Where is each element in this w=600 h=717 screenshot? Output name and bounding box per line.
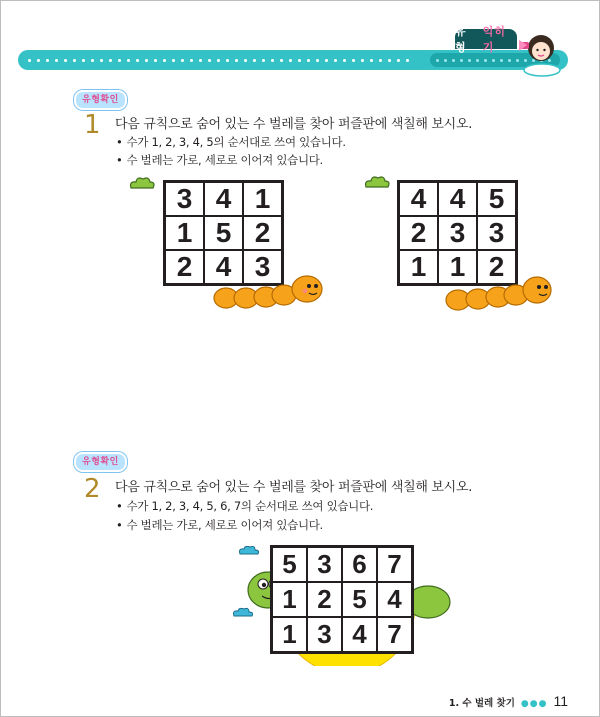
puzzle-cell[interactable]: 7 — [377, 547, 412, 582]
footer-dots: ●●● — [520, 699, 548, 709]
puzzle-cell[interactable]: 3 — [243, 250, 282, 284]
puzzle-cell[interactable]: 3 — [165, 182, 204, 216]
section-badge — [455, 25, 517, 54]
puzzle-cell[interactable]: 2 — [477, 250, 516, 284]
puzzle-1b-grid — [397, 180, 518, 286]
puzzle-cell[interactable]: 1 — [272, 582, 307, 617]
band-dots — [24, 50, 448, 70]
puzzle-cell[interactable]: 6 — [342, 547, 377, 582]
puzzle-cell[interactable]: 4 — [377, 582, 412, 617]
puzzle-cell[interactable]: 2 — [307, 582, 342, 617]
problem-2-tag: 유형확인 — [74, 452, 127, 472]
puzzle-cell[interactable]: 3 — [307, 547, 342, 582]
puzzle-cell[interactable]: 4 — [204, 250, 243, 284]
puzzle-cell[interactable]: 1 — [243, 182, 282, 216]
problem-1-rule-2: • 수 벌레는 가로, 세로로 이어져 있습니다. — [116, 152, 323, 168]
puzzle-cell[interactable]: 3 — [477, 216, 516, 250]
problem-2-rule-1: • 수가 1, 2, 3, 4, 5, 6, 7의 순서대로 쓰여 있습니다. — [116, 498, 373, 514]
puzzle-cell[interactable]: 5 — [204, 216, 243, 250]
page-number: 11 — [553, 693, 568, 709]
caterpillar-icon — [444, 272, 554, 312]
puzzle-cell[interactable]: 3 — [438, 216, 477, 250]
puzzle-cell[interactable]: 1 — [165, 216, 204, 250]
puzzle-cell[interactable]: 5 — [272, 547, 307, 582]
badge-text-2: 익히기 — [482, 25, 506, 54]
puzzle-cell[interactable]: 2 — [243, 216, 282, 250]
puzzle-cell[interactable]: 4 — [342, 617, 377, 652]
puzzle-cell[interactable]: 1 — [438, 250, 477, 284]
problem-1-text: 다음 규칙으로 숨어 있는 수 벌레를 찾아 퍼즐판에 색칠해 보시오. — [115, 117, 473, 132]
mascot-girl-icon — [515, 26, 565, 78]
problem-2-number: 2 — [84, 474, 101, 504]
problem-2-rule-2: • 수 벌레는 가로, 세로로 이어져 있습니다. — [116, 517, 323, 533]
puzzle-cell[interactable]: 5 — [342, 582, 377, 617]
puzzle-cell[interactable]: 5 — [477, 182, 516, 216]
problem-2-text: 다음 규칙으로 숨어 있는 수 벌레를 찾아 퍼즐판에 색칠해 보시오. — [115, 480, 473, 495]
bush-icon — [364, 175, 390, 189]
problem-1-tag: 유형확인 — [74, 90, 127, 110]
bush-icon — [129, 176, 155, 190]
puzzle-cell[interactable]: 4 — [438, 182, 477, 216]
chapter-title: 1. 수 벌레 찾기 — [448, 698, 515, 709]
badge-text-1: 유형 — [455, 25, 467, 54]
puzzle-cell[interactable]: 1 — [399, 250, 438, 284]
problem-1-number: 1 — [84, 110, 101, 140]
puzzle-cell[interactable]: 4 — [204, 182, 243, 216]
puzzle-cell[interactable]: 2 — [399, 216, 438, 250]
caterpillar-icon — [212, 270, 327, 310]
puzzle-cell[interactable]: 4 — [399, 182, 438, 216]
puzzle-2-grid — [270, 545, 414, 654]
puzzle-cell[interactable]: 1 — [272, 617, 307, 652]
problem-1-rule-1: • 수가 1, 2, 3, 4, 5의 순서대로 쓰여 있습니다. — [116, 134, 346, 150]
puzzle-cell[interactable]: 3 — [307, 617, 342, 652]
puzzle-cell[interactable]: 7 — [377, 617, 412, 652]
page-footer — [449, 693, 568, 709]
puzzle-cell[interactable]: 2 — [165, 250, 204, 284]
